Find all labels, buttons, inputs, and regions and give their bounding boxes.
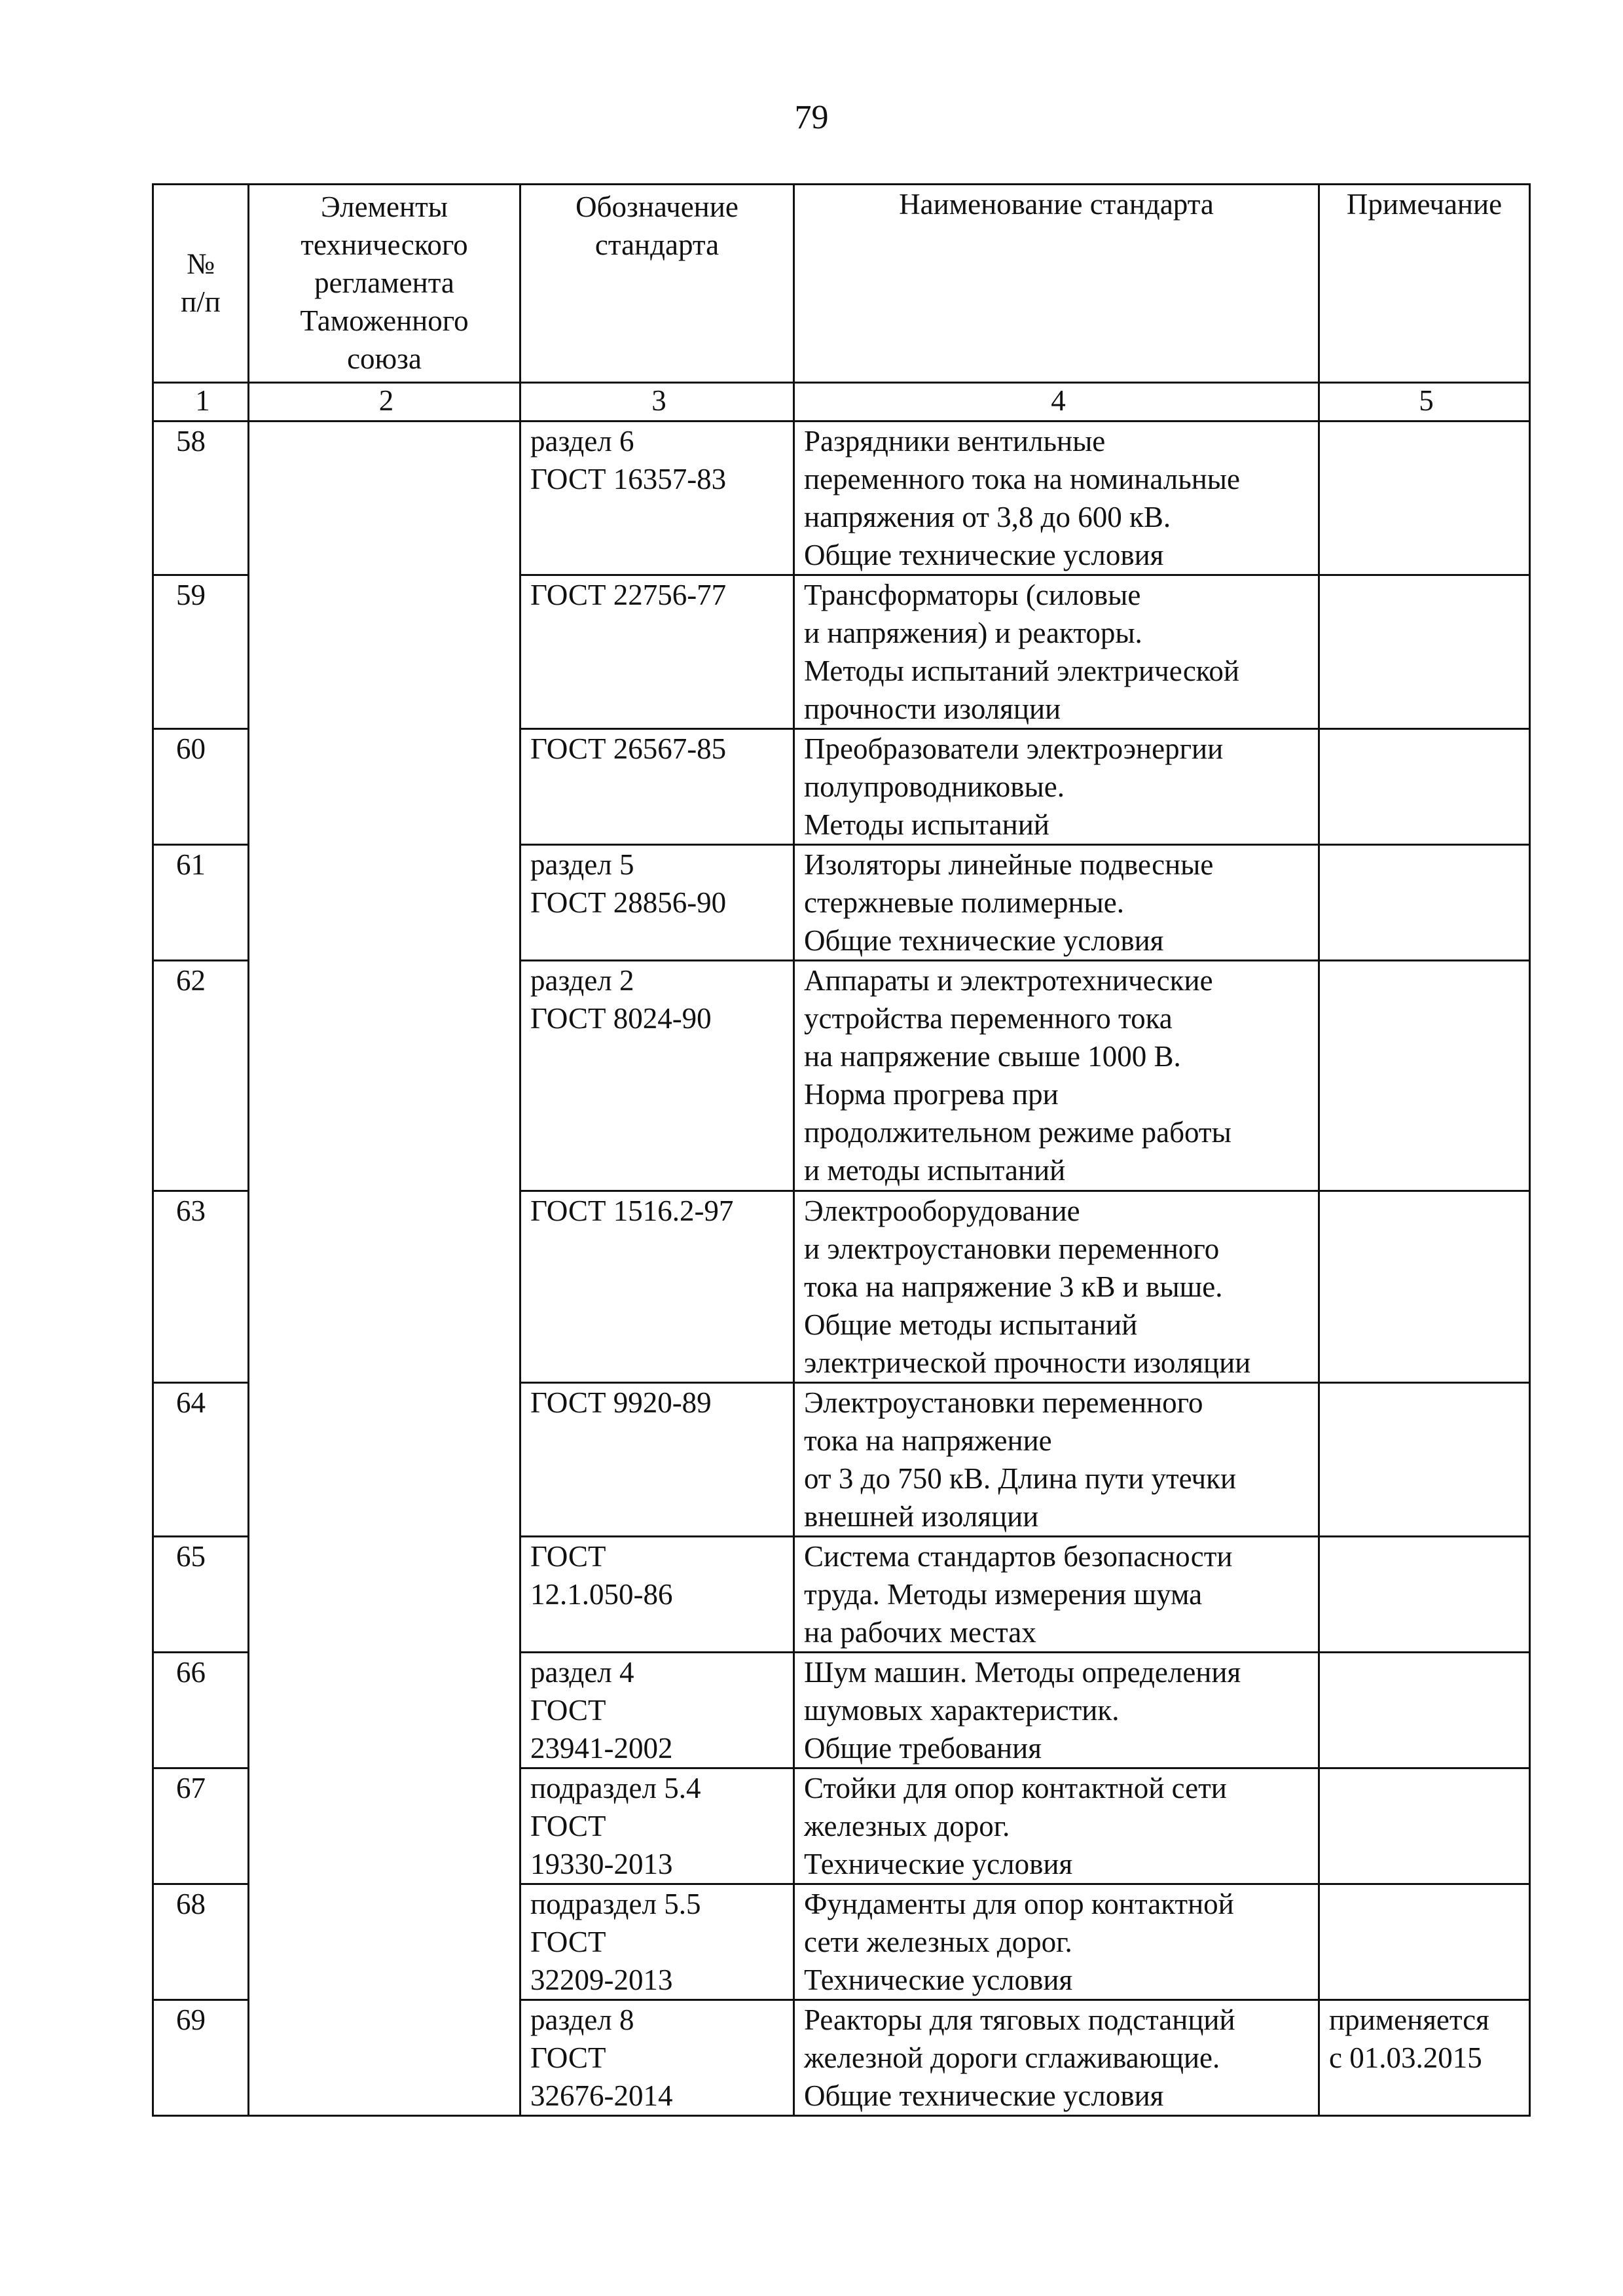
row-number: 60 [153, 729, 249, 845]
standard-name-line: сети железных дорог. [804, 1926, 1072, 1958]
designation-cell [520, 2000, 794, 2116]
standard-name-cell [794, 1884, 1319, 2000]
note-cell [1319, 575, 1530, 729]
note-cell [1319, 1191, 1530, 1383]
note-line: с 01.03.2015 [1329, 2041, 1482, 2074]
standards-table [152, 183, 1531, 2117]
designation-line: ГОСТ [530, 1694, 606, 1727]
standard-name-line: Стойки для опор контактной сети [804, 1772, 1227, 1804]
standard-name-line: электрической прочности изоляции [804, 1346, 1251, 1379]
standard-name-line: и напряжения) и реакторы. [804, 617, 1142, 649]
standard-name-line: и электроустановки переменного [804, 1232, 1220, 1265]
standard-name-line: на рабочих местах [804, 1616, 1036, 1649]
designation-cell [520, 845, 794, 961]
header-name [794, 185, 1319, 383]
designation-cell [520, 1884, 794, 2000]
header-elements-line: Таможенного [300, 304, 469, 337]
standard-name-line: Фундаменты для опор контактной [804, 1888, 1234, 1920]
header-num-line: п/п [181, 285, 221, 318]
table-row [153, 422, 1530, 575]
designation-cell [520, 1191, 794, 1383]
row-number: 64 [153, 1383, 249, 1537]
standard-name-line: Общие технические условия [804, 539, 1164, 571]
row-number: 59 [153, 575, 249, 729]
standard-name-line: на напряжение свыше 1000 В. [804, 1040, 1181, 1073]
designation-cell [520, 422, 794, 575]
standard-name-line: железной дороги сглаживающие. [804, 2041, 1220, 2074]
note-cell [1319, 1768, 1530, 1884]
standard-name-line: Методы испытаний электрической [804, 655, 1239, 687]
designation-line: раздел 2 [530, 964, 634, 997]
row-number: 66 [153, 1653, 249, 1768]
standard-name-cell [794, 1768, 1319, 1884]
standard-name-line: Преобразователи электроэнергии [804, 732, 1224, 765]
standard-name-line: прочности изоляции [804, 692, 1061, 725]
note-cell [1319, 1383, 1530, 1537]
note-cell [1319, 1884, 1530, 2000]
designation-line: ГОСТ [530, 1926, 606, 1958]
row-number: 62 [153, 961, 249, 1191]
standard-name-cell [794, 729, 1319, 845]
standard-name-line: Разрядники вентильные [804, 425, 1106, 457]
header-name-line: Наименование стандарта [899, 188, 1214, 221]
designation-line: 19330-2013 [530, 1848, 673, 1880]
standard-name-line: от 3 до 750 кВ. Длина пути утечки [804, 1462, 1237, 1495]
designation-line: ГОСТ 9920-89 [530, 1386, 712, 1419]
standard-name-line: Система стандартов безопасности [804, 1540, 1233, 1573]
standard-name-line: Аппараты и электротехнические [804, 964, 1213, 997]
standard-name-line: Технические условия [804, 1848, 1073, 1880]
designation-line: ГОСТ 8024-90 [530, 1002, 712, 1035]
standard-name-cell [794, 961, 1319, 1191]
designation-line: раздел 6 [530, 425, 634, 457]
standard-name-line: тока на напряжение 3 кВ и выше. [804, 1270, 1223, 1303]
column-number: 5 [1319, 383, 1530, 422]
row-number: 68 [153, 1884, 249, 2000]
header-num-line: № [187, 247, 215, 280]
standard-name-cell [794, 1653, 1319, 1768]
designation-line: ГОСТ [530, 1810, 606, 1842]
standard-name-line: Методы испытаний [804, 808, 1049, 841]
designation-line: ГОСТ 22756-77 [530, 579, 727, 611]
column-number: 3 [520, 383, 794, 422]
row-number: 69 [153, 2000, 249, 2116]
note-cell [1319, 845, 1530, 961]
table-body [153, 422, 1530, 2116]
standard-name-line: Электрооборудование [804, 1194, 1080, 1227]
note-cell [1319, 1537, 1530, 1653]
designation-line: раздел 8 [530, 2003, 634, 2036]
standard-name-line: труда. Методы измерения шума [804, 1578, 1203, 1611]
standard-name-line: Общие методы испытаний [804, 1308, 1138, 1341]
designation-line: ГОСТ 1516.2-97 [530, 1194, 734, 1227]
standard-name-line: продолжительном режиме работы [804, 1116, 1231, 1149]
standard-name-line: Электроустановки переменного [804, 1386, 1203, 1419]
header-designation [520, 185, 794, 383]
standard-name-line: Общие требования [804, 1732, 1042, 1765]
standard-name-line: Изоляторы линейные подвесные [804, 848, 1214, 881]
table-header-row [153, 185, 1530, 383]
standard-name-line: внешней изоляции [804, 1500, 1039, 1533]
standard-name-cell [794, 575, 1319, 729]
standard-name-line: шумовых характеристик. [804, 1694, 1120, 1727]
standard-name-cell [794, 1383, 1319, 1537]
designation-cell [520, 1537, 794, 1653]
standard-name-line: и методы испытаний [804, 1154, 1066, 1187]
designation-line: раздел 4 [530, 1656, 634, 1689]
row-number: 63 [153, 1191, 249, 1383]
standard-name-line: Шум машин. Методы определения [804, 1656, 1241, 1689]
column-number-row [153, 383, 1530, 422]
standard-name-line: стержневые полимерные. [804, 886, 1124, 919]
column-number: 4 [794, 383, 1319, 422]
standard-name-cell [794, 1537, 1319, 1653]
note-cell [1319, 961, 1530, 1191]
designation-line: ГОСТ 26567-85 [530, 732, 727, 765]
header-designation-line: Обозначение [575, 190, 739, 223]
standard-name-line: тока на напряжение [804, 1424, 1052, 1457]
column-number: 1 [153, 383, 249, 422]
designation-line: 32209-2013 [530, 1964, 673, 1996]
row-number: 58 [153, 422, 249, 575]
standard-name-line: Реакторы для тяговых подстанций [804, 2003, 1235, 2036]
row-number: 65 [153, 1537, 249, 1653]
standard-name-cell [794, 1191, 1319, 1383]
standard-name-line: переменного тока на номинальные [804, 463, 1241, 495]
designation-line: подраздел 5.5 [530, 1888, 701, 1920]
standard-name-line: полупроводниковые. [804, 770, 1065, 803]
standard-name-line: Норма прогрева при [804, 1078, 1059, 1111]
header-designation-line: стандарта [594, 228, 720, 261]
header-num [153, 185, 249, 383]
designation-line: ГОСТ [530, 1540, 606, 1573]
header-elements-line: Элементы [321, 190, 448, 223]
header-elements [249, 185, 520, 383]
note-cell [1319, 1653, 1530, 1768]
note-line: применяется [1329, 2003, 1489, 2036]
row-number: 61 [153, 845, 249, 961]
note-cell [1319, 422, 1530, 575]
header-note [1319, 185, 1530, 383]
standard-name-cell [794, 845, 1319, 961]
standard-name-line: железных дорог. [804, 1810, 1010, 1842]
header-note-line: Примечание [1346, 188, 1503, 221]
header-elements-line: технического [301, 228, 468, 261]
standard-name-line: Технические условия [804, 1964, 1073, 1996]
standard-name-cell [794, 2000, 1319, 2116]
standard-name-line: устройства переменного тока [804, 1002, 1173, 1035]
designation-cell [520, 961, 794, 1191]
standard-name-line: Общие технические условия [804, 2079, 1164, 2112]
standard-name-cell [794, 422, 1319, 575]
elements-cell [249, 422, 520, 2116]
designation-cell [520, 575, 794, 729]
designation-cell [520, 1383, 794, 1537]
standard-name-line: Трансформаторы (силовые [804, 579, 1141, 611]
designation-line: 32676-2014 [530, 2079, 673, 2112]
designation-line: 12.1.050-86 [530, 1578, 673, 1611]
header-elements-line: регламента [314, 266, 454, 299]
designation-cell [520, 1653, 794, 1768]
standard-name-line: напряжения от 3,8 до 600 кВ. [804, 501, 1171, 533]
note-cell [1319, 2000, 1530, 2116]
note-cell [1319, 729, 1530, 845]
designation-line: 23941-2002 [530, 1732, 673, 1765]
designation-line: подраздел 5.4 [530, 1772, 701, 1804]
designation-line: раздел 5 [530, 848, 634, 881]
standard-name-line: Общие технические условия [804, 924, 1164, 957]
header-elements-line: союза [347, 342, 422, 375]
designation-line: ГОСТ 16357-83 [530, 463, 727, 495]
row-number: 67 [153, 1768, 249, 1884]
page-number: 79 [794, 99, 829, 136]
designation-cell [520, 1768, 794, 1884]
column-number: 2 [249, 383, 520, 422]
designation-line: ГОСТ 28856-90 [530, 886, 727, 919]
designation-line: ГОСТ [530, 2041, 606, 2074]
designation-cell [520, 729, 794, 845]
